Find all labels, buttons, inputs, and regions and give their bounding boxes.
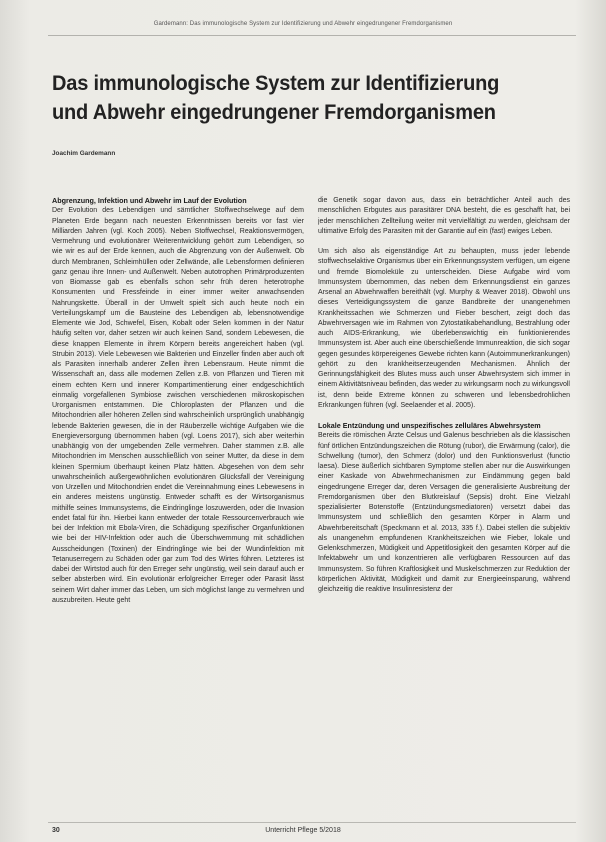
section-heading-evolution: Abgrenzung, Infektion und Abwehr im Lauf der Evolution bbox=[52, 196, 247, 205]
section-heading-inflammation: Lokale Entzündung und unspezifisches zelluläres Abwehrsystem bbox=[318, 421, 541, 430]
left-column bbox=[52, 196, 304, 804]
body-paragraph: Der Evolution des Lebendigen und sämtlicher Stoffwechselwege auf dem Planeten Erde begann nach neuesten Erkenntnissen bereits vor fast vier Milliarden Jahren (vgl. Koch 2005). Neben Stoffwechsel, Reaktionsvermögen, Vermehrung und evolutionärer Weiterentwicklung gehört zum Lebendigen, so wie wir es auf der Erde kennen, auch die Abgrenzung von der Außenwelt. Ob durch Membranen, Schleimhüllen oder Zellwände, alle Lebensformen definieren ganz genau ihre Innen- und Außenwelt. Neben autotrophen Primärproduzenten von Biomasse gab es ebenfalls schon sehr früh deren heterotrophe Konsumenten und Fressfeinde in einer immer weiter anwachsenden Nahrungskette. Überall in der Umwelt spielt sich auch heute noch ein Verteilungskampf um die Bausteine des Lebendigen ab, lebensnotwendige Elemente wie Jod, Schwefel, Eisen, Kobalt oder Selen kommen in der Natur häufig selten vor, daher setzen wir auch keinen Sand, sondern Lebewesen, die diese knappen Elemente in ihrem Körpern bereits angereichert haben (vgl. Strubin 2013). Viele Lebewesen wie Bakterien und Einzeller finden aber auch oft als Parasiten innerhalb anderer Zellen ihren Lebensraum. Heute nimmt die Wissenschaft an, dass alle modernen Zellen z.B. von Pflanzen und Tieren mit einem echten Kern und innerer Kompartimentierung einer endgeschichtlich einmalig vorgefallenen Symbiose zwischen verschiedenen mikroskopischen Urorganismen entstammen. Die Chloroplasten der Pflanzen und die Mitochondrien aller höheren Zellen sind wahrscheinlich ursprünglich unabhängig lebende Bakterien gewesen, die in der Räuberzelle wichtige Aufgaben wie die Energieversorgung übernommen haben (vgl. Loens 2017), sich aber weiterhin unabhängig von der umgebenden Zelle vermehren. Daher stammen z.B. alle Mitochondrien im Menschen ausschließlich von seiner Mutter, da diese in dem kleinen Spermium überhaupt keinen Platz hätten. Abgesehen von dem sehr unwahrscheinlich außergewöhnlichen evolutionären Glücksfall der Vereinigung von Urzellen und Mitochondrien endet die Vereinnahmung eines Lebewesens in ein anderes meistens ungünstig. Entweder schafft es der Wirtsorganismus mithilfe seines Immunsystems, die Eindringlinge loszuwerden, oder die Invasion endet fatal für ihn. Hierbei kann entweder der totale Ressourcenverbrauch wie bei der Infektion mit Ebola-Viren, die Schädigung spezifischer Organfunktionen wie bei der HIV-Infektion oder auch die Überschwemmung mit schädlichen Ausscheidungen (Toxinen) der Eindringlinge wie bei der Wundinfektion mit Tetanuserregern zu Schäden oder gar zum Tod des Wirtes führen. Letzteres ist dabei der Wirtstod auch für den Erreger sehr ungünstig, weil sein darauf auch er selber absterben wird. Ein evolutionär erfolgreicher Erreger oder Parasit lässt seinem Wirt daher immer das Leben, um sich möglichst lange zu vermehren und auszubreiten. Heute geht bbox=[52, 207, 304, 604]
body-paragraph: Um sich also als eigenständige Art zu behaupten, muss jeder lebende stoffwechselaktive Organismus über ein Erkennungssystem verfügen, um eigene und fremde Biomoleküle zu unterscheiden. Diese Aufgabe wird vom Immunsystem übernommen, das neben dem Erkennungsdienst ein ganzes Arsenal an Abwehrwaffen bereithält (vgl. Murphy & Weaver 2018). Obwohl uns dieses Verteidigungssystem die ganze Bandbreite der unangenehmen Krankheitssachen wie Schmerzen und Fieber beschert, zeigt doch das Abwehrversagen wie im Rahmen von Zytostatikabehandlung, Bestrahlung oder auch AIDS-Erkrankung, wie überlebenswichtig ein funktionierendes Immunsystem ist. Aber auch eine überschießende Immunreaktion, die sich sogar gegen gesundes körpereigenes Gewebe richten kann (Autoimmunerkrankungen) gehört zu den krankheitserzeugenden Mechanismen. Ähnlich der Gerinnungsfähigkeit des Blutes muss auch unser Abwehrsystem sich immer in einem Aktivitätsniveau befinden, das weder zu wirkungsarm noch zu wirkungsvoll ist, denn beide Extreme können zu schweren und lebensbedrohlichen Erkrankungen führen (vgl. Seelaender et al. 2005). bbox=[318, 248, 570, 409]
author-name: Joachim Gardemann bbox=[52, 150, 116, 157]
title-line-1: Das immunologische System zur Identifizierung bbox=[52, 71, 500, 95]
body-paragraph: die Genetik sogar davon aus, dass ein beträchtlicher Anteil auch des menschlichen Erbgutes aus parasitärer DNA besteht, die es geschafft hat, bei jeder menschlichen Zellteilung weiter mit vervielfältigt zu werden, gleichsam der ultimative Erfolg des Parasiten mit der Garantie auf ein (fast) ewiges Leben. bbox=[318, 197, 570, 235]
article-title bbox=[52, 69, 536, 127]
running-header: Gardemann: Das immunologische System zur Identifizierung und Abwehr eingedrungener Fremdorganismen bbox=[153, 21, 453, 27]
right-column bbox=[318, 196, 570, 804]
journal-citation: Unterricht Pflege 5/2018 bbox=[265, 827, 341, 834]
page-number: 30 bbox=[52, 827, 60, 834]
title-line-2: und Abwehr eingedrungener Fremdorganismen bbox=[52, 100, 496, 124]
header-divider bbox=[48, 35, 576, 36]
body-paragraph: Bereits die römischen Ärzte Celsus und Galenus beschrieben als die klassischen fünf örtlichen Entzündungszeichen die Rötung (rubor), die Erwärmung (calor), die Schwellung (tumor), den Schmerz (dolor) und den Funktionsverlust (functio laesa). Diese äußerlich sichtbaren Symptome stellen aber nur die Auswirkungen einer Kaskade von Abwehrmechanismen zur Eindämmung gegen bald eingedrungene Erreger dar, deren Versagen die generalisierte Ausbreitung der Fremdorganismen über den Blutkreislauf (Sepsis) droht. Eine Vielzahl spezialisierter Botenstoffe (Entzündungsmediatoren) versetzt dabei das Immunsystem und schließlich den gesamten Körper in Alarm und Abwehrbereitschaft (Speckmann et al. 2013, 335 f.). Dabei stellen die subjektiv als unangenehm empfundenen Krankheitszeichen wie Fieber, lokale und Gelenkschmerzen, Müdigkeit und Appetitlosigkeit den gesamten Körper auf die Infektabwehr um und konzentrieren alle verfügbaren Ressourcen auf das Immunsystem. So führen Kraftlosigkeit und Muskelschmerzen zur Reduktion der körperlichen Aktivität, Müdigkeit und damit zur Energieeinsparung, während gleichzeitig die reaktive Insulinresistenz der bbox=[318, 432, 570, 593]
footer-divider bbox=[48, 822, 576, 823]
